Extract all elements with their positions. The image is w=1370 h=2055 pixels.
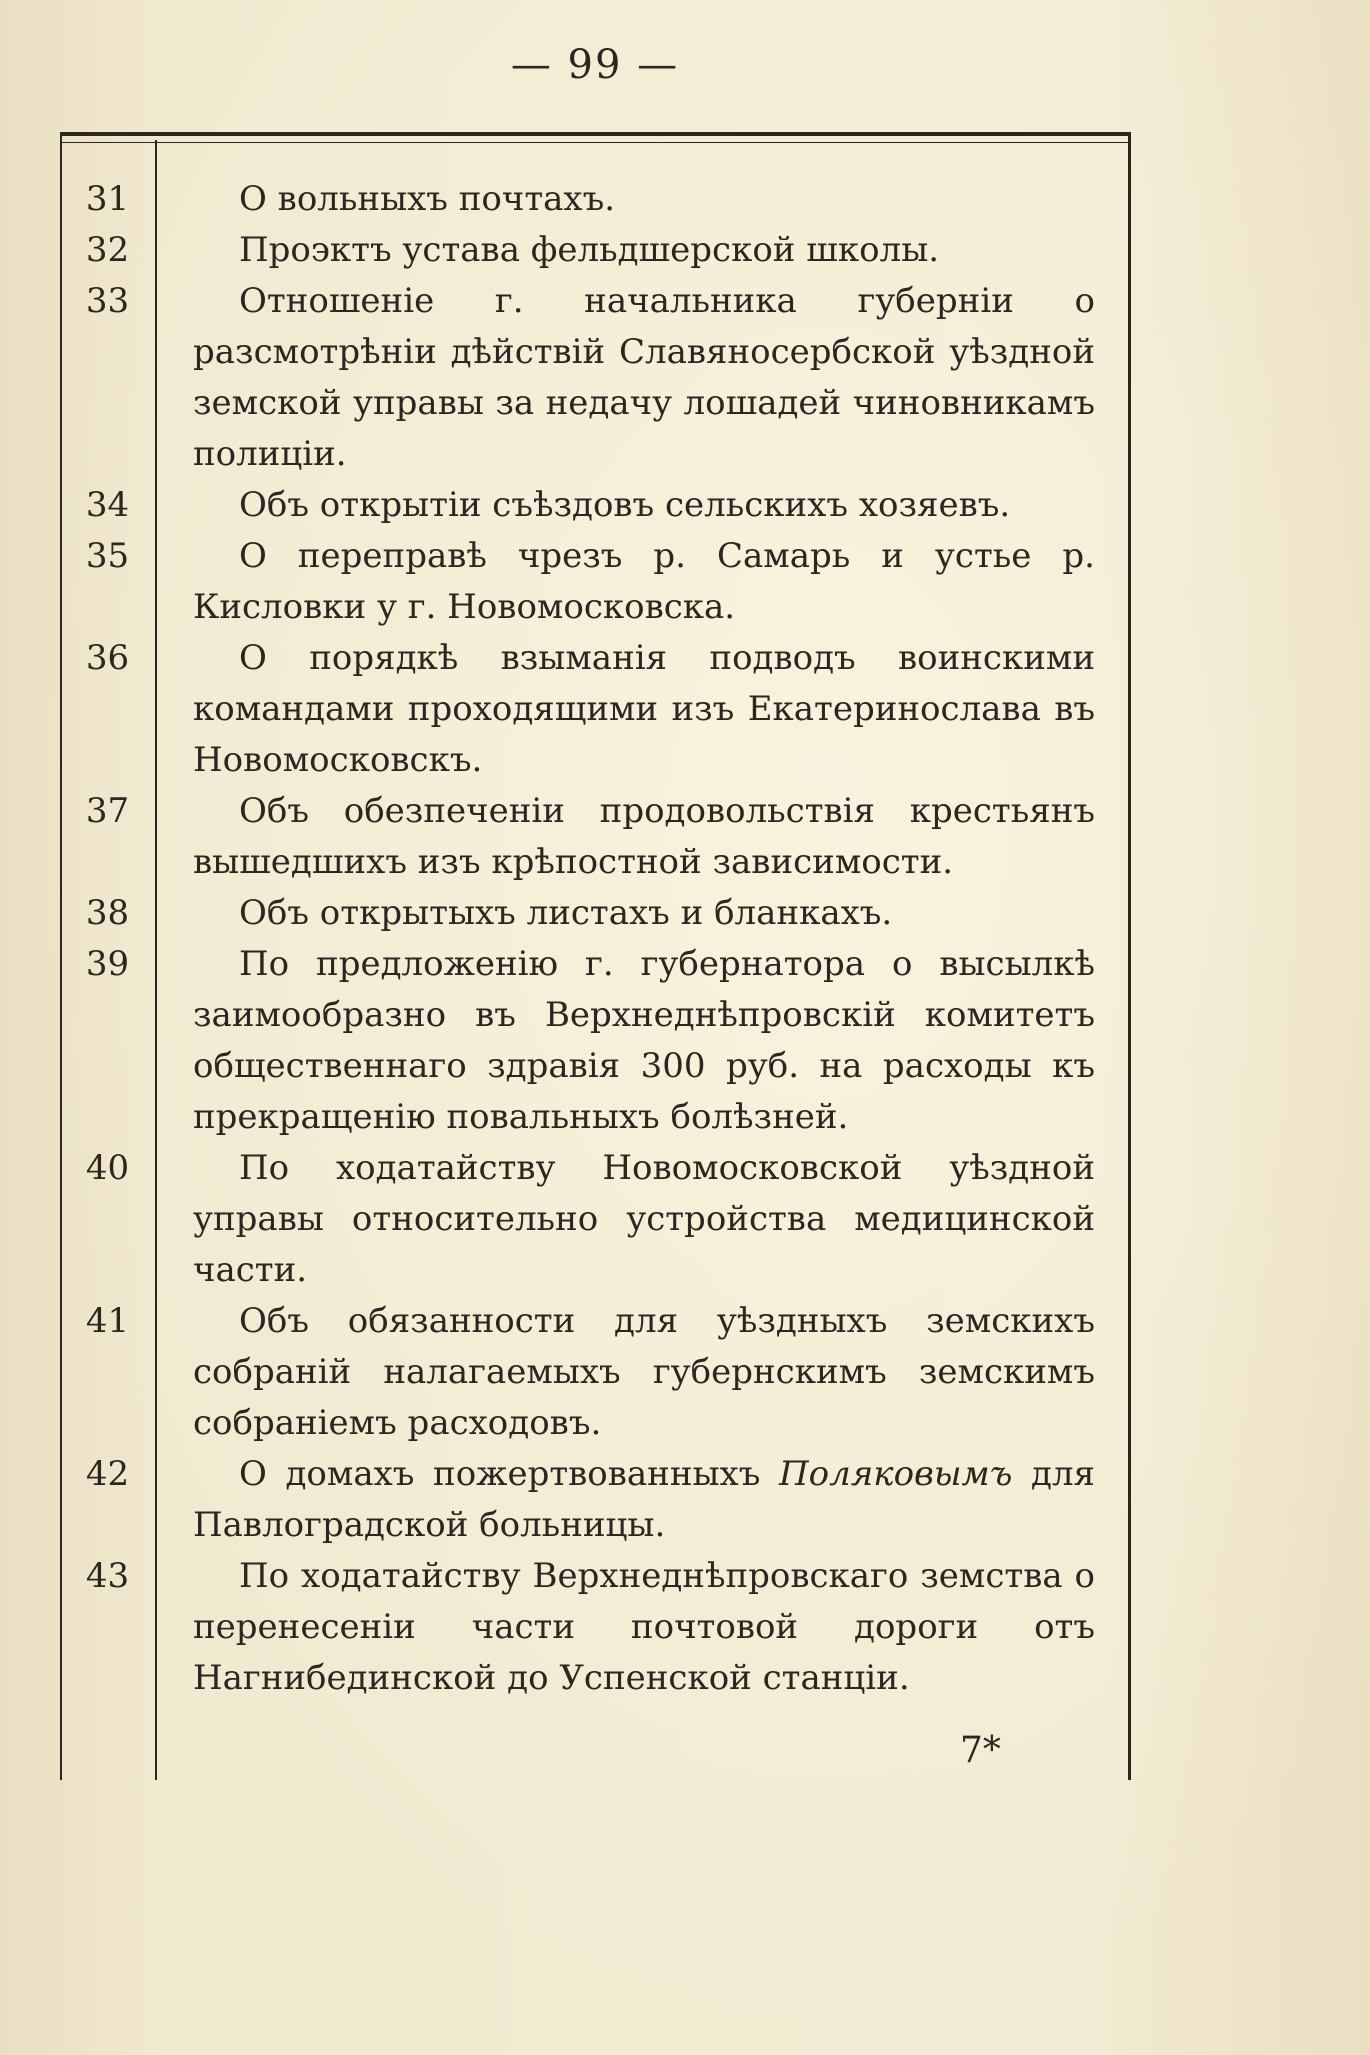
entry-number: 41 [85, 1301, 130, 1341]
list-item [60, 1296, 1126, 1449]
entry-number: 37 [85, 791, 130, 831]
signature-mark: 7* [960, 1730, 1001, 1771]
entry-text: Объ обязанности для уѣздныхъ земскихъ собраній налагаемыхъ губернскимъ земскимъ собраніемъ расходовъ. [193, 1301, 1095, 1443]
entry-text: Объ обезпеченіи продовольствія крестьянъ вышедшихъ изъ крѣпостной зависимости. [193, 791, 1095, 882]
entry-text: Объ открытыхъ листахъ и бланкахъ. [239, 893, 893, 933]
entry-text: Объ открытіи съѣздовъ сельскихъ хозяевъ. [239, 485, 1011, 525]
list-item [60, 1551, 1126, 1704]
entry-list [60, 174, 1126, 1704]
list-item [60, 480, 1126, 531]
entry-text: По ходатайству Верхнеднѣпровскаго земства о перенесеніи части почтовой дороги отъ Нагнибединской до Успенской станціи. [193, 1556, 1095, 1698]
list-item [60, 786, 1126, 888]
entry-number: 31 [85, 179, 130, 219]
entry-number: 42 [85, 1454, 130, 1494]
entry-number: 32 [85, 230, 130, 270]
entry-text: По ходатайству Новомосковской уѣздной управы относительно устройства медицинской части. [193, 1148, 1095, 1290]
list-item [60, 1143, 1126, 1296]
entry-number: 40 [85, 1148, 130, 1188]
list-item [60, 633, 1126, 786]
entry-number: 34 [85, 485, 130, 525]
entry-text-after: для Павлоградской больницы. [193, 1454, 1095, 1545]
list-item [60, 225, 1126, 276]
entry-text: О порядкѣ взыманія подводъ воинскими командами проходящими изъ Екатеринослава въ Новомосковскъ. [193, 638, 1095, 780]
entry-text: По предложенію г. губернатора о высылкѣ заимообразно въ Верхнеднѣпровскій комитетъ общественнаго здравія 300 руб. на расходы къ прекращенію повальныхъ болѣзней. [193, 944, 1095, 1137]
entry-text-italic-name: Поляковымъ [779, 1454, 1013, 1494]
list-item [60, 939, 1126, 1143]
list-item [60, 276, 1126, 480]
list-item [60, 531, 1126, 633]
entry-text-before: О домахъ пожертвованныхъ [239, 1454, 779, 1494]
entry-number: 33 [85, 281, 130, 321]
entry-number: 35 [85, 536, 130, 576]
entry-text [193, 1449, 1095, 1551]
page-number: — 99 — [510, 42, 680, 88]
entry-number: 39 [85, 944, 130, 984]
entry-text: Проэктъ устава фельдшерской школы. [239, 230, 940, 270]
list-item [60, 888, 1126, 939]
entry-number: 36 [85, 638, 130, 678]
entry-text: О вольныхъ почтахъ. [239, 179, 616, 219]
entry-number: 43 [85, 1556, 130, 1596]
entry-text: О переправѣ чрезъ р. Самарь и устье р. Кисловки у г. Новомосковска. [193, 536, 1095, 627]
entry-text: Отношеніе г. начальника губерніи о разсмотрѣніи дѣйствій Славяносербской уѣздной земской управы за недачу лошадей чиновникамъ полиціи. [193, 281, 1095, 474]
list-item [60, 1449, 1126, 1551]
list-item [60, 174, 1126, 225]
entry-number: 38 [85, 893, 130, 933]
